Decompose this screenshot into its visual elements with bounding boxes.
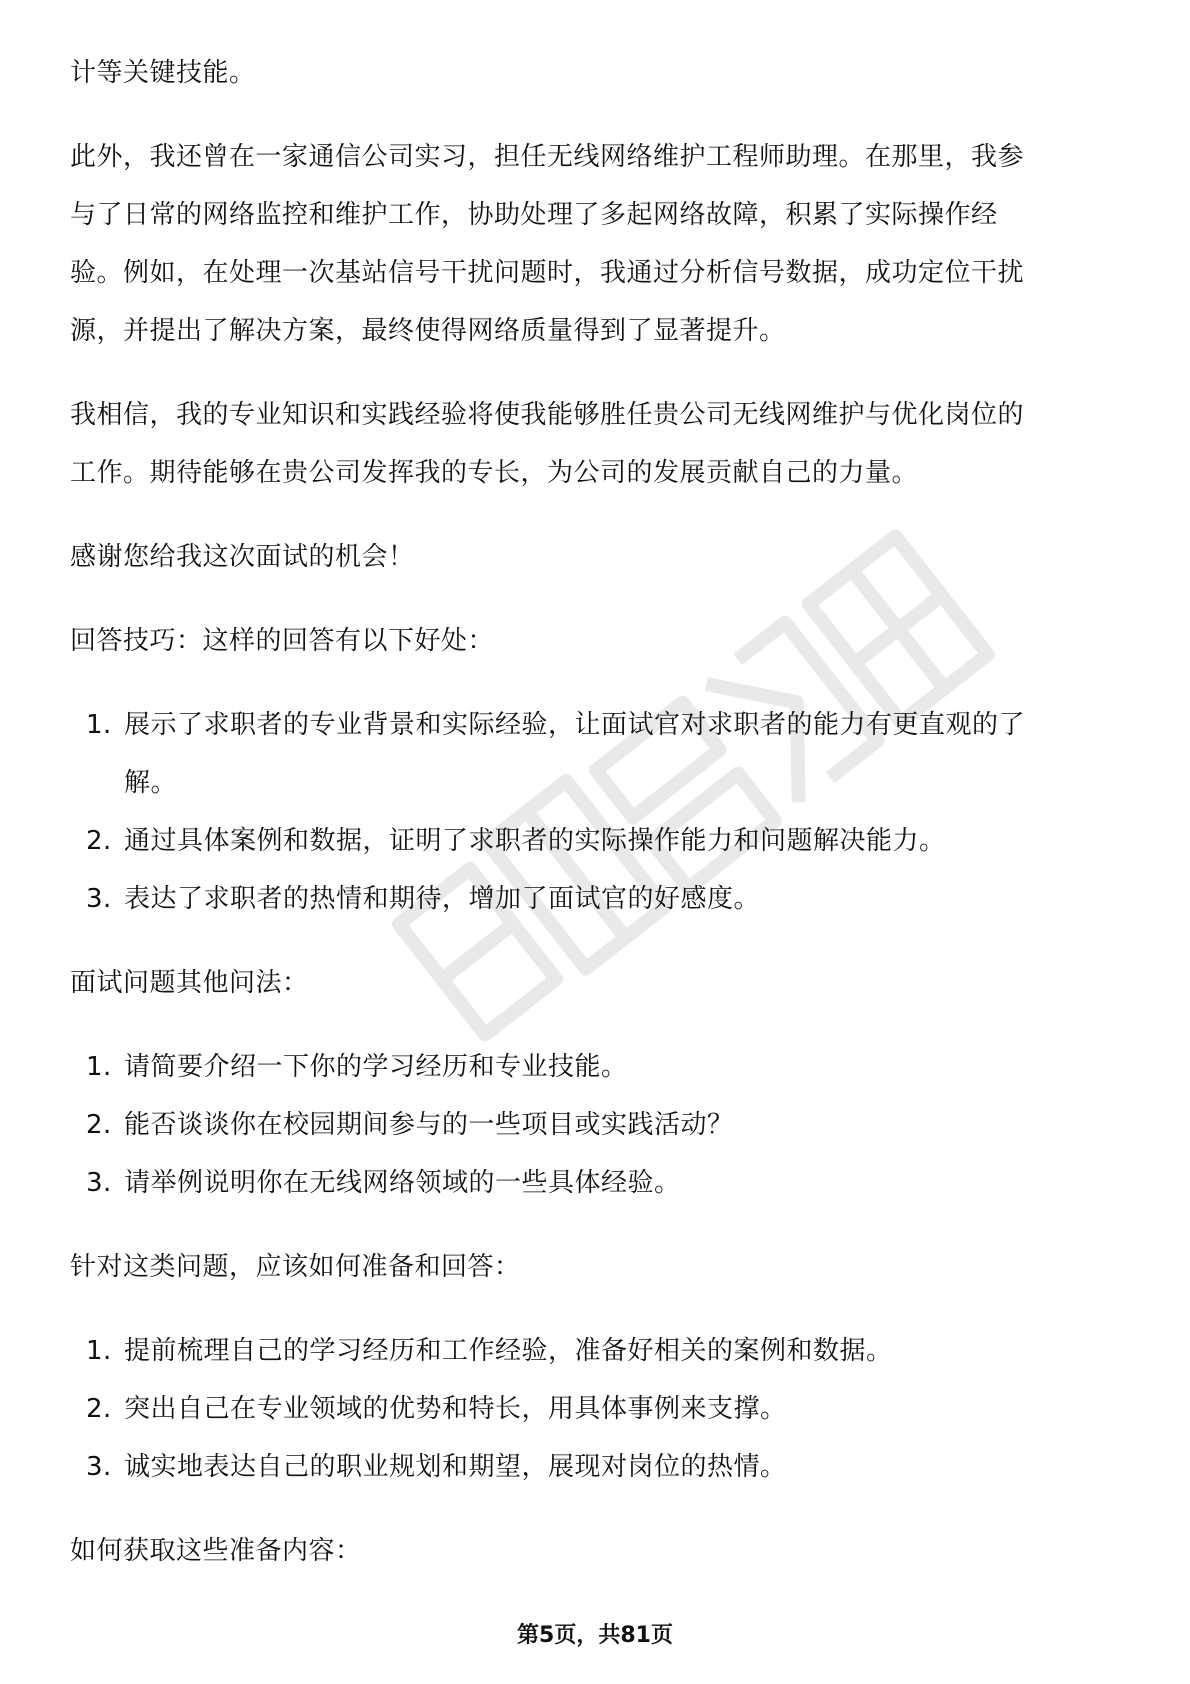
body-text <box>70 44 1120 1580</box>
list-item <box>70 1038 1120 1096</box>
list-text-line: 解。 <box>124 768 178 798</box>
sources-heading: 如何获取这些准备内容： <box>70 1536 362 1566</box>
list-number: 1. <box>86 710 112 740</box>
list-text: 突出自己在专业领域的优势和特长，用具体事例来支撑。 <box>124 1394 787 1424</box>
list-item <box>70 1154 1120 1212</box>
list-number: 2. <box>86 826 112 856</box>
paragraph-thanks: 感谢您给我这次面试的机会！ <box>70 542 415 572</box>
list-text: 请简要介绍一下你的学习经历和专业技能。 <box>124 1052 628 1082</box>
text-line: 验。例如，在处理一次基站信号干扰问题时，我通过分析信号数据，成功定位干扰 <box>70 258 1025 288</box>
list-number: 3. <box>86 1452 112 1482</box>
list-number: 2. <box>86 1110 112 1140</box>
text-line: 工作。期待能够在贵公司发挥我的专长，为公司的发展贡献自己的力量。 <box>70 458 919 488</box>
list-text: 提前梳理自己的学习经历和工作经验，准备好相关的案例和数据。 <box>124 1336 893 1366</box>
list-text: 诚实地表达自己的职业规划和期望，展现对岗位的热情。 <box>124 1452 787 1482</box>
text-line: 与了日常的网络监控和维护工作，协助处理了多起网络故障，积累了实际操作经 <box>70 200 998 230</box>
list-text: 请举例说明你在无线网络领域的一些具体经验。 <box>124 1168 681 1198</box>
list-number: 3. <box>86 1168 112 1198</box>
tips-list <box>70 696 1120 928</box>
list-number: 3. <box>86 884 112 914</box>
list-number: 1. <box>86 1336 112 1366</box>
list-number: 1. <box>86 1052 112 1082</box>
preparation-heading: 针对这类问题，应该如何准备和回答： <box>70 1252 521 1282</box>
list-item <box>70 1438 1120 1496</box>
list-number: 2. <box>86 1394 112 1424</box>
preparation-list <box>70 1322 1120 1496</box>
list-item <box>70 1096 1120 1154</box>
list-text-line: 展示了求职者的专业背景和实际经验，让面试官对求职者的能力有更直观的了 <box>124 710 1026 740</box>
text-line: 此外，我还曾在一家通信公司实习，担任无线网络维护工程师助理。在那里，我参 <box>70 142 1025 172</box>
list-item <box>70 696 1120 812</box>
text-line: 我相信，我的专业知识和实践经验将使我能够胜任贵公司无线网维护与优化岗位的 <box>70 400 1025 430</box>
list-text: 能否谈谈你在校园期间参与的一些项目或实践活动？ <box>124 1110 734 1140</box>
alternatives-heading: 面试问题其他问法： <box>70 968 309 998</box>
list-item <box>70 1322 1120 1380</box>
list-text-line: 通过具体案例和数据，证明了求职者的实际操作能力和问题解决能力。 <box>124 826 946 856</box>
paragraph-internship <box>70 128 1120 360</box>
list-item <box>70 1380 1120 1438</box>
list-item <box>70 812 1120 870</box>
paragraph-continuation: 计等关键技能。 <box>70 58 256 88</box>
text-line: 源，并提出了解决方案，最终使得网络质量得到了显著提升。 <box>70 316 786 346</box>
tips-heading: 回答技巧：这样的回答有以下好处： <box>70 626 495 656</box>
paragraph-belief <box>70 386 1120 502</box>
page-number: 第5页，共81页 <box>517 1623 673 1648</box>
alternatives-list <box>70 1038 1120 1212</box>
list-text-line: 表达了求职者的热情和期待，增加了面试官的好感度。 <box>124 884 761 914</box>
list-item <box>70 870 1120 928</box>
